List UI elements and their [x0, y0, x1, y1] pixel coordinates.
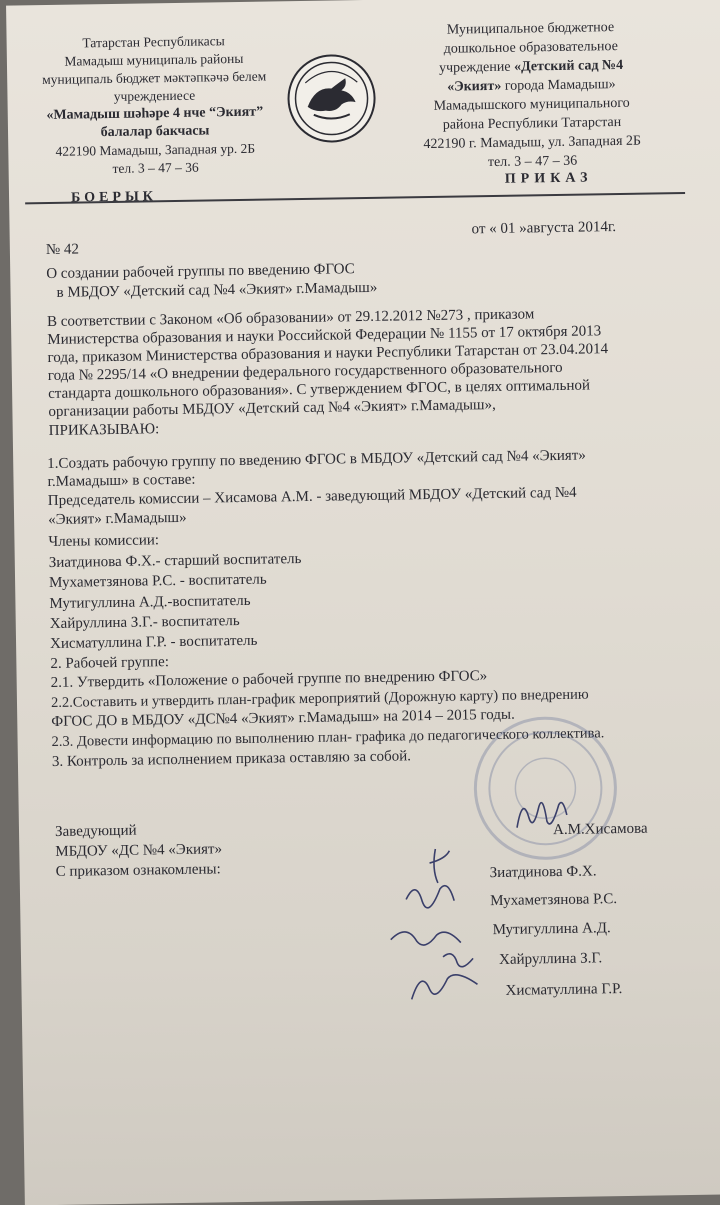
member-line: Хайруллина З.Г.- воспитатель	[49, 613, 240, 632]
item-line: Председатель комиссии – Хисамова А.М. - заведующий МБДОУ «Детский сад №4	[47, 484, 577, 510]
header-right-line: дошкольное образовательное	[443, 39, 618, 57]
handwritten-signature-icon	[510, 787, 571, 838]
acquainted-name: Зиатдинова Ф.Х.	[489, 863, 597, 882]
preamble-line: В соответствии с Законом «Об образовании» от 29.12.2012 №273 , приказом	[46, 306, 535, 331]
header-right-line: 422190 г. Мамадыш, ул. Западная 2Б	[423, 133, 642, 153]
header-left-address: 422190 Мамадыш, Западная ур. 2Б	[55, 140, 256, 159]
title-prikaz: ПРИКАЗ	[504, 170, 593, 187]
member-line: Зиатдинова Ф.Х.- старший воспитатель	[48, 551, 302, 572]
header-left-name: «Мамадыш шәһәре 4 нче “Экият”	[46, 104, 264, 123]
member-line: Мухаметзянова Р.С. - воспитатель	[48, 571, 267, 592]
item-line: ФГОС ДО в МБДОУ «ДС№4 «Экият» г.Мамадыш» на 2014 – 2015 годы.	[51, 706, 515, 730]
header-right	[410, 17, 652, 173]
header-left	[29, 31, 281, 179]
item-line: 1.Создать рабочую группу по введению ФГОС в МБДОУ «Детский сад №4 «Экият»	[47, 447, 586, 473]
acquainted-name: Хисматуллина Г.Р.	[505, 981, 623, 999]
order-subject-line: в МБДОУ «Детский сад №4 «Экият» г.Мамадыш»	[56, 279, 378, 301]
preamble-line: года № 2295/14 «О внедрении федерального государственного образовательного	[47, 359, 563, 384]
order-date: от « 01 »августа 2014г.	[471, 219, 617, 238]
item-line: 2.1. Утвердить «Положение о рабочей группе по внедрению ФГОС»	[50, 668, 488, 691]
signature-position: Заведующий	[54, 822, 137, 840]
preamble-line: года, приказом Министерства образования и науки Республики Татарстан от 23.04.2014	[47, 341, 609, 366]
signature-name: А.М.Хисамова	[552, 820, 648, 839]
signature-position: МБДОУ «ДС №4 «Экият»	[55, 841, 223, 860]
header-right-line: тел. 3 – 47 – 36	[487, 153, 578, 171]
header-left-line: учреждениесе	[113, 87, 196, 104]
item-line: 3. Контроль за исполнением приказа оставляю за собой.	[51, 748, 412, 770]
acquainted-name: Мухаметзянова Р.С.	[490, 891, 618, 910]
document-page	[6, 0, 720, 1205]
header-left-line: муниципаль бюджет мәктәпкәчә белем	[42, 68, 267, 88]
prikazyvayu: ПРИКАЗЫВАЮ:	[48, 421, 160, 439]
item-line: 2. Рабочей группе:	[50, 654, 170, 672]
header-left-line: Татарстан Республикасы	[82, 33, 225, 51]
handwritten-signatures-icon	[375, 838, 488, 1010]
title-boeryk: БОЕРЫК	[70, 189, 158, 206]
acquainted-label: С приказом ознакомлены:	[55, 861, 221, 880]
header-left-name: балалар бакчасы	[100, 123, 210, 141]
item-line: «Экият» г.Мамадыш»	[48, 509, 187, 529]
preamble-line: Министерства образования и науки Российской Федерации № 1155 от 17 октября 2013	[47, 323, 602, 348]
preamble-line: организации работы МБДОУ «Детский сад №4 «Экият» г.Мамадыш»,	[48, 396, 496, 420]
item-line: 2.2.Составить и утвердить план-график мероприятий (Дорожную карту) по внедрению	[50, 686, 589, 711]
member-line: Мутигуллина А.Д.-воспитатель	[49, 592, 251, 612]
header-left-phone: тел. 3 – 47 – 36	[112, 159, 199, 176]
item-line: Члены комиссии:	[48, 532, 160, 551]
acquainted-name: Мутигуллина А.Д.	[492, 920, 611, 939]
order-number: № 42	[45, 241, 80, 259]
header-right-name: «Детский сад №4	[513, 57, 624, 75]
header-right-line: Мамадышского муниципального	[433, 95, 630, 114]
order-subject-line: О создании рабочей группы по введению ФГОС	[46, 261, 355, 283]
acquainted-name: Хайруллина З.Г.	[498, 950, 603, 968]
header-right-text: города Мамадыш»	[501, 77, 616, 94]
preamble-line: стандарта дошкольного образования». С утверждением ФГОС, в целях оптимальной	[48, 377, 591, 402]
member-line: Хисматуллина Г.Р. - воспитатель	[49, 632, 258, 652]
header-right-text: учреждение	[438, 59, 515, 76]
item-line: 2.3. Довести информацию по выполнению план- графика до педагогического коллектива.	[51, 725, 605, 750]
tatarstan-emblem-icon	[285, 52, 378, 145]
header-right-line: Муниципальное бюджетное	[446, 20, 615, 38]
header-left-line: Мамадыш муниципаль районы	[64, 50, 244, 69]
header-right-line: района Республики Татарстан	[442, 114, 622, 133]
item-line: г.Мамадыш» в составе:	[47, 471, 196, 491]
header-right-name: «Экият»	[447, 78, 502, 95]
